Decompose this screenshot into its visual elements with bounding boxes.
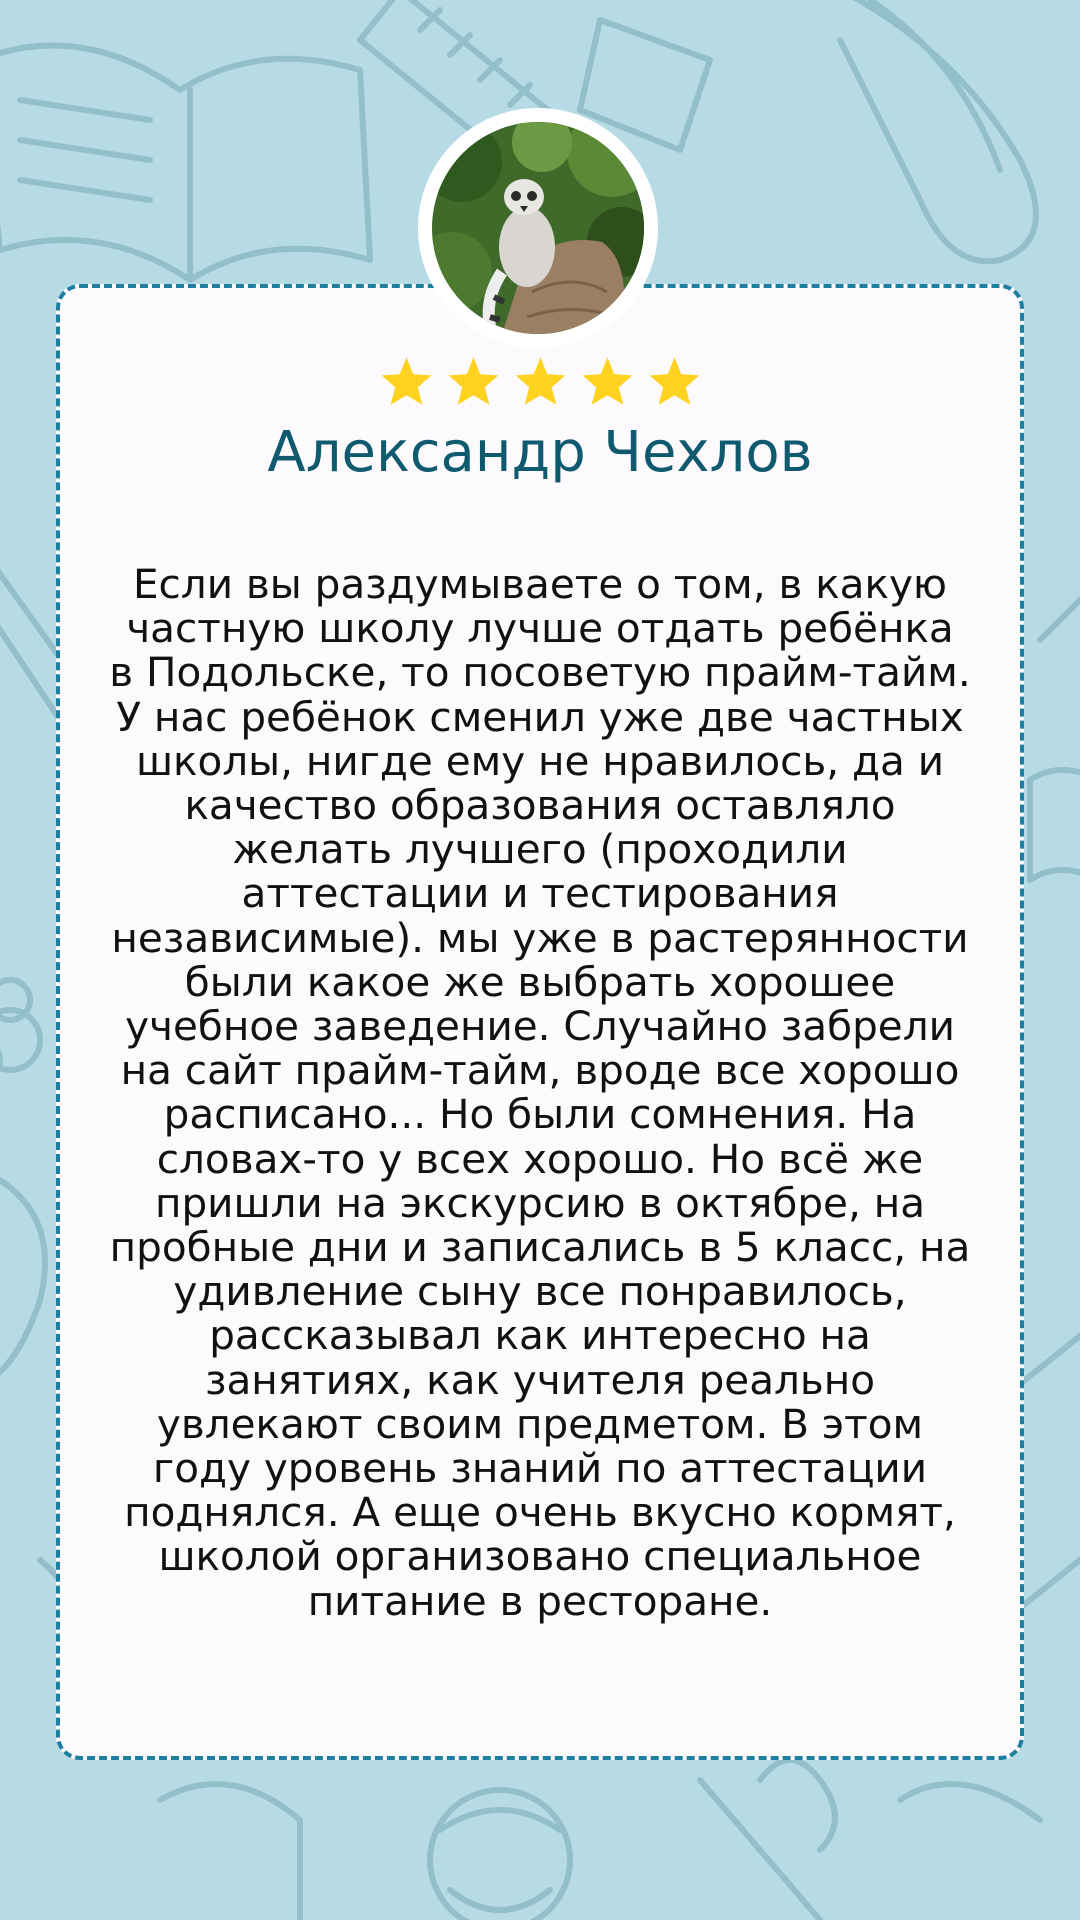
star-icon	[446, 355, 501, 407]
brush-doodle-icon	[700, 1780, 820, 1920]
apple-doodle-icon	[160, 1784, 300, 1920]
review-text: Если вы раздумываете о том, в какую частную школу лучше отдать ребёнка в Подольске, то посоветую прайм-тайм. У нас ребёнок сменил уже две частных школы, нигде ему не нравилось, да и качество образования оставляло желать лучшего (проходили аттестации и тестирования независимые). мы уже в растерянности были какое же выбрать хорошее учебное заведение. Случайно забрели на сайт прайм-тайм, вроде все хорошо расписано... Но были сомнения. На словах-то у всех хорошо. Но всё же пришли на экскурсию в октябре, на пробные дни и записались в 5 класс, на удивление сыну все понравилось, рассказывал как интересно на занятиях, как учителя реально увлекают своим предметом. В этом году уровень знаний по аттестации поднялся. А еще очень вкусно кормят, школой организовано специальное питание в ресторане.	[109, 560, 971, 1625]
rating-stars	[0, 355, 1080, 407]
star-icon	[513, 355, 568, 407]
paperclip-doodle-icon	[820, 0, 1036, 261]
lemur-photo-avatar	[432, 122, 644, 334]
star-icon	[379, 355, 434, 407]
book-doodle-icon	[0, 45, 370, 280]
reviewer-name: Александр Чехлов	[267, 420, 813, 485]
star-icon	[647, 355, 702, 407]
avatar-frame	[418, 108, 658, 348]
star-icon	[580, 355, 635, 407]
